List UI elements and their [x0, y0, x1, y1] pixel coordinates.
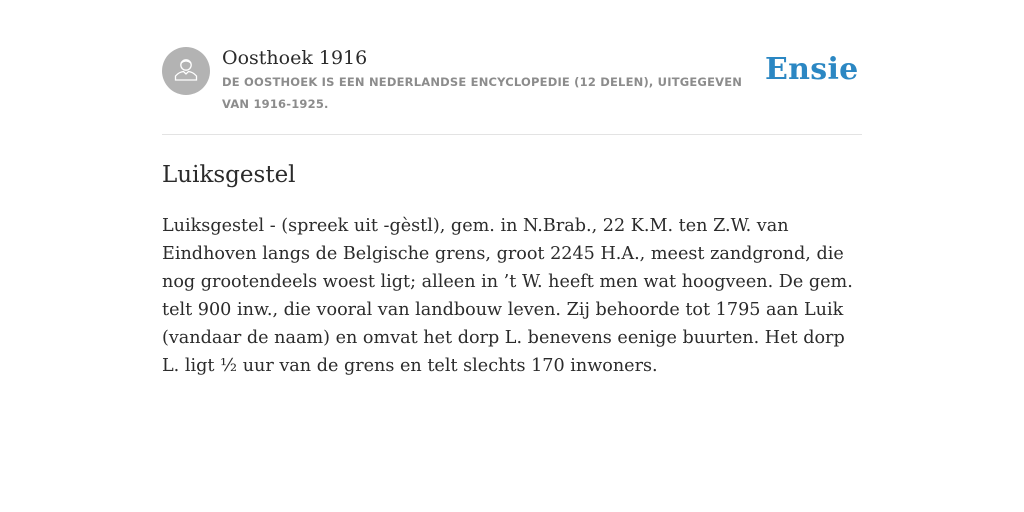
avatar [162, 47, 210, 95]
source-header [162, 0, 862, 135]
page-container [162, 0, 862, 376]
user-icon [171, 54, 201, 89]
entry-title: Luiksgestel [162, 162, 296, 188]
entry-body: Luiksgestel - (spreek uit -gèstl), gem. in N.Brab., 22 K.M. ten Z.W. van Eindhoven langs de Belgische grens, groot 2245 H.A., meest zandgrond, die nog grootendeels woest ligt; alleen in ’t W. heeft men wat hoogveen. De gem. telt 900 inw., die vooral van landbouw leven. Zij behoorde tot 1795 aan Luik (vandaar de naam) en omvat het dorp L. benevens eenige buurten. Het dorp L. ligt ½ uur van de grens en telt slechts 170 inwoners. [162, 216, 853, 376]
ensie-logo[interactable]: Ensie [765, 52, 859, 87]
source-description: DE OOSTHOEK IS EEN NEDERLANDSE ENCYCLOPEDIE (12 DELEN), UITGEGEVEN VAN 1916-1925. [222, 75, 743, 111]
source-info [222, 46, 762, 115]
source-title: Oosthoek 1916 [222, 47, 368, 69]
